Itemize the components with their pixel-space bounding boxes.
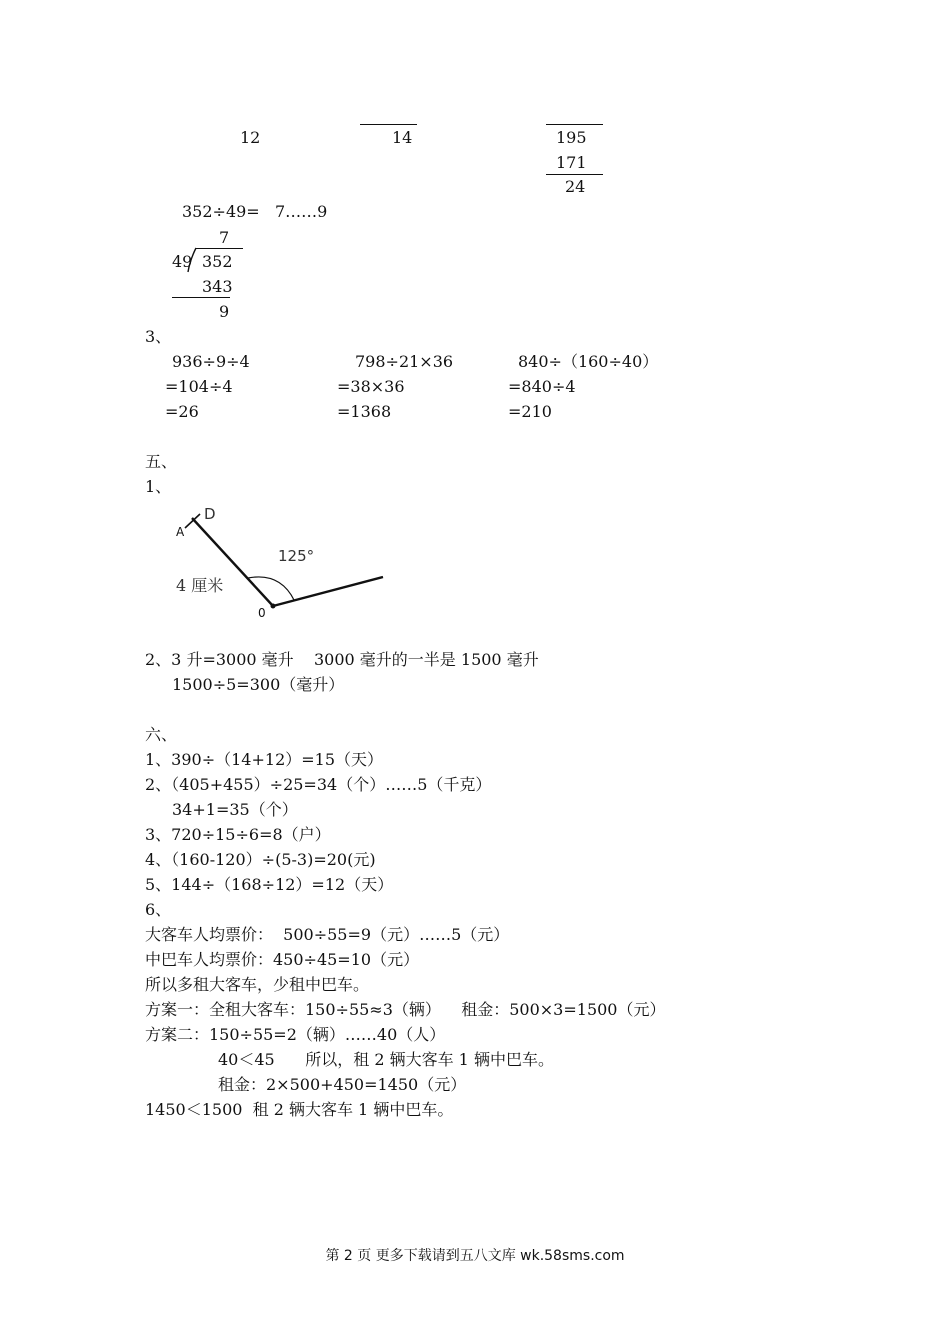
calc-line: 840÷（160÷40） xyxy=(518,352,659,371)
answer-line: 40＜45 所以，租 2 辆大客车 1 辆中巴车。 xyxy=(218,1050,554,1069)
long-division-divisor: 49 xyxy=(172,252,193,271)
answer-line: 1、390÷（14+12）=15（天） xyxy=(145,750,384,769)
remainder-12: 12 xyxy=(240,128,261,147)
section3-label: 3、 xyxy=(145,327,172,346)
division-rule xyxy=(360,124,417,125)
long-division-rule xyxy=(172,297,230,298)
answer-line: 租金：2×500+450=1450（元） xyxy=(218,1075,467,1094)
angle-arc xyxy=(248,577,294,600)
calc-line: =840÷4 xyxy=(508,377,576,396)
vertex-o xyxy=(271,604,276,609)
division-line: 171 xyxy=(556,153,587,172)
answer-line: 1450＜1500 租 2 辆大客车 1 辆中巴车。 xyxy=(145,1100,454,1119)
page-footer: 第 2 页 更多下载请到五八文库 wk.58sms.com xyxy=(325,1248,625,1264)
answer-line: 大客车人均票价： 500÷55=9（元）……5（元） xyxy=(145,925,510,944)
section5-item1-label: 1、 xyxy=(145,477,172,496)
label-d: D xyxy=(204,505,216,523)
long-division-quotient: 7 xyxy=(219,228,230,247)
division-rule xyxy=(546,124,603,125)
division-rule xyxy=(546,174,603,175)
angle-label: 125° xyxy=(278,547,315,565)
division-line: 195 xyxy=(556,128,587,147)
long-division-dividend: 352 xyxy=(202,252,233,271)
length-label: 4 厘米 xyxy=(176,576,224,595)
calc-line: =104÷4 xyxy=(165,377,233,396)
answer-line: 5、144÷（168÷12）=12（天） xyxy=(145,875,394,894)
long-division-product: 343 xyxy=(202,277,233,296)
answer-line: 方案一：全租大客车：150÷55≈3（辆） 租金：500×3=1500（元） xyxy=(145,1000,666,1019)
section5-item2: 2、3 升=3000 毫升 3000 毫升的一半是 1500 毫升 xyxy=(145,650,539,669)
section5-item2: 1500÷5=300（毫升） xyxy=(172,675,345,694)
calc-line: 798÷21×36 xyxy=(355,352,454,371)
answer-line: 中巴车人均票价：450÷45=10（元） xyxy=(145,950,420,969)
long-division-bar xyxy=(196,248,243,249)
calc-line: =38×36 xyxy=(337,377,405,396)
section5-heading: 五、 xyxy=(145,452,178,471)
answer-line: 所以多租大客车，少租中巴车。 xyxy=(145,975,370,994)
answer-line: 3、720÷15÷6=8（户） xyxy=(145,825,331,844)
calc-line: =1368 xyxy=(337,402,392,421)
label-o: 0 xyxy=(258,606,266,620)
division-line: 24 xyxy=(565,177,586,196)
answer-line: 4、（160-120）÷(5-3)=20(元) xyxy=(145,850,376,869)
answer-line: 6、 xyxy=(145,900,172,919)
remainder-14: 14 xyxy=(392,128,413,147)
label-a: A xyxy=(176,525,185,539)
calc-line: =210 xyxy=(508,402,552,421)
answer-line: 2、（405+455）÷25=34（个）……5（千克） xyxy=(145,775,492,794)
answer-line: 方案二：150÷55=2（辆）……40（人） xyxy=(145,1025,446,1044)
calc-line: =26 xyxy=(165,402,199,421)
section6-heading: 六、 xyxy=(145,725,178,744)
answer-line: 34+1=35（个） xyxy=(172,800,298,819)
long-division-equation: 352÷49= 7……9 xyxy=(182,202,328,221)
calc-line: 936÷9÷4 xyxy=(172,352,250,371)
long-division-remainder: 9 xyxy=(219,302,230,321)
